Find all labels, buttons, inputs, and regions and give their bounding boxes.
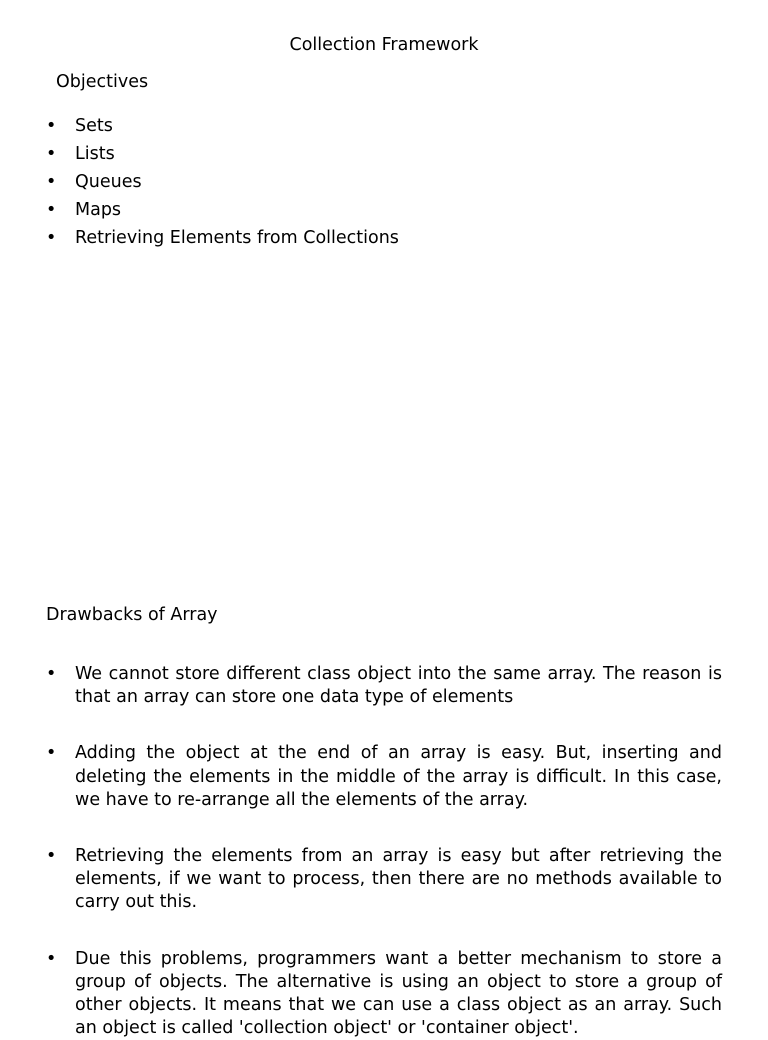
bullet-icon: • [46, 228, 57, 248]
list-item-text: Retrieving the elements from an array is easy but after retrieving the elements, if we want to process, then there are no methods available to carry out this. [75, 846, 722, 913]
list-item [46, 140, 399, 168]
bullet-icon: • [46, 948, 57, 969]
bullet-icon: • [46, 116, 57, 136]
objectives-list [46, 112, 399, 252]
list-item [46, 742, 722, 812]
bullet-icon: • [46, 144, 57, 164]
objectives-heading: Objectives [56, 72, 149, 92]
list-item-text: We cannot store different class object into the same array. The reason is that an array can store one data type of elements [75, 664, 722, 708]
drawbacks-heading: Drawbacks of Array [46, 605, 218, 625]
list-item-text: Due this problems, programmers want a better mechanism to store a group of objects. The alternative is using an object to store a group of other objects. It means that we can use a class object as an array. Such an object is called 'collection object' or 'container object'. [75, 948, 722, 1039]
list-item-text: Adding the object at the end of an array is easy. But, inserting and deleting the elements in the middle of the array is difficult. In this case, we have to re-arrange all the elements of the array. [75, 743, 722, 810]
bullet-icon: • [46, 664, 57, 684]
bullet-icon: • [46, 200, 57, 220]
bullet-icon: • [46, 172, 57, 192]
list-item-text: Maps [75, 200, 122, 220]
list-item [46, 112, 399, 140]
list-item-text: Retrieving Elements from Collections [75, 228, 399, 248]
list-item [46, 196, 399, 224]
list-item [46, 948, 722, 1040]
list-item [46, 168, 399, 196]
list-item [46, 224, 399, 252]
bullet-icon: • [46, 846, 57, 867]
list-item-text: Queues [75, 172, 142, 192]
bullet-icon: • [46, 743, 57, 764]
list-item [46, 845, 722, 915]
document-title: Collection Framework [289, 35, 479, 55]
list-item-text: Lists [75, 144, 115, 164]
drawbacks-list [46, 663, 722, 1040]
list-item-text: Sets [75, 116, 113, 136]
list-item [46, 663, 722, 709]
